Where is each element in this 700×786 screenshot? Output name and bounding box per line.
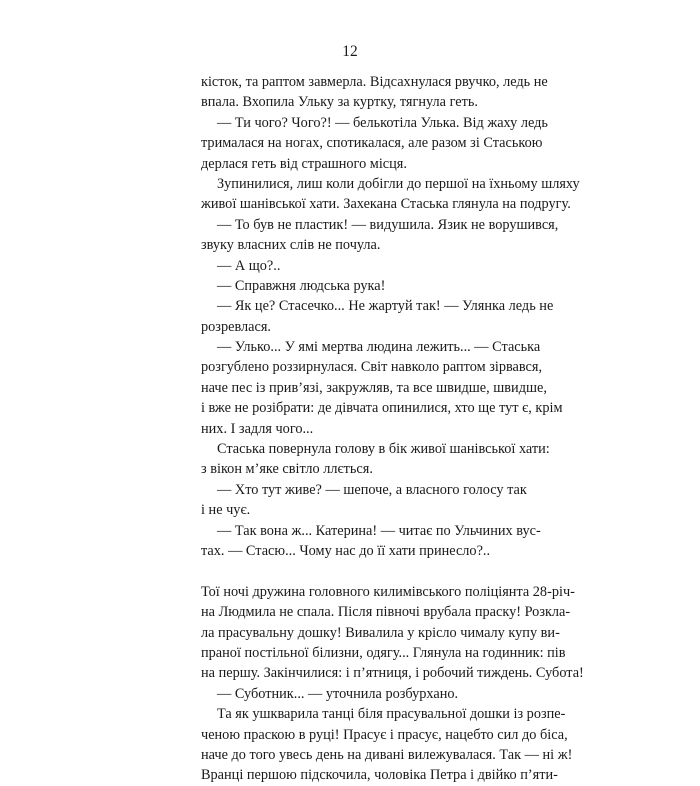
text-line: — А що?..	[217, 257, 281, 274]
page-number: 12	[342, 43, 358, 60]
text-line: Та як ушкварила танці біля прасувальної дошки із розпе-	[217, 706, 566, 723]
text-line: Стаська повернула голову в бік живої шанівської хати:	[217, 441, 550, 458]
text-line: — Улько... У ямі мертва людина лежить... — Стаська	[217, 339, 541, 356]
text-line: з вікон м’яке світло ллється.	[201, 461, 373, 478]
text-line: впала. Вхопила Ульку за куртку, тягнула геть.	[201, 94, 478, 111]
text-line: — То був не пластик! — видушила. Язик не ворушився,	[217, 216, 559, 233]
story-section-2	[201, 582, 584, 786]
text-line: ченою праскою в руці! Прасує і прасує, нацебто сил до біса,	[201, 726, 568, 743]
text-line: звуку власних слів не почула.	[201, 237, 381, 254]
text-line: наче пес із прив’язі, закружляв, та все швидше, швидше,	[201, 379, 547, 396]
text-line: — Хто тут живе? — шепоче, а власного голосу так	[217, 481, 527, 498]
text-line: Вранці першою підскочила, чоловіка Петра і двійко п’яти-	[201, 767, 558, 784]
text-line: живої шанівської хати. Захекана Стаська глянула на подругу.	[201, 196, 571, 213]
text-line: тах. — Стасю... Чому нас до її хати принесло?..	[201, 542, 491, 559]
text-line: наче до того увесь день на дивані вилежувалася. Так — ні ж!	[201, 746, 573, 763]
text-line: і не чує.	[201, 502, 251, 519]
text-line: — Як це? Стасечко... Не жартуй так! — Улянка ледь не	[217, 298, 554, 315]
text-line: дерлася геть від страшного місця.	[201, 155, 407, 172]
text-line: ла прасувальну дошку! Вивалила у крісло чималу купу ви-	[201, 624, 560, 641]
story-section-1	[201, 72, 580, 561]
text-line: — Суботник... — уточнила розбурхано.	[217, 685, 459, 702]
text-line: Тої ночі дружина головного килимівського поліціянта 28-річ-	[201, 583, 575, 600]
text-line: на першу. Закінчилися: і п’ятниця, і робочий тиждень. Субота!	[201, 665, 584, 682]
text-line: праної постільної білизни, одягу... Глянула на годинник: пів	[201, 644, 566, 661]
text-line: трималася на ногах, спотикалася, але разом зі Стаською	[201, 135, 543, 152]
text-line: — Справжня людська рука!	[217, 277, 386, 294]
text-line: на Людмила не спала. Після півночі врубала праску! Розкла-	[201, 604, 571, 621]
text-line: і вже не розібрати: де дівчата опинилися, хто ще тут є, крім	[201, 400, 563, 417]
text-line: Зупинилися, лиш коли добігли до першої на їхньому шляху	[217, 175, 580, 192]
text-line: розгублено роззирнулася. Світ навколо раптом зірвався,	[201, 359, 543, 376]
text-line: розревлася.	[201, 318, 271, 335]
text-column	[201, 72, 584, 786]
text-line: — Так вона ж... Катерина! — читає по Ульчиних вус-	[217, 522, 541, 539]
text-line: кісток, та раптом завмерла. Відсахнулася рвучко, ледь не	[201, 74, 548, 90]
text-line: — Ти чого? Чого?! — белькотіла Улька. Від жаху ледь	[217, 114, 548, 131]
section-break	[201, 561, 509, 581]
text-line: них. І задля чого...	[201, 420, 314, 437]
